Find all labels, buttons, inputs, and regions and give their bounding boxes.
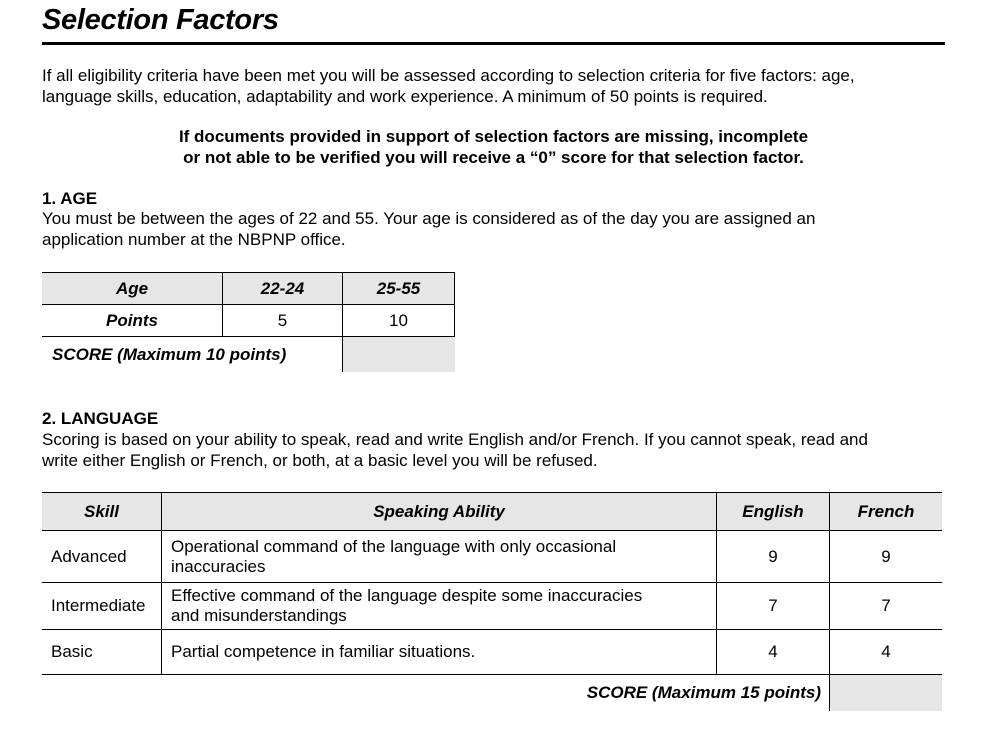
age-line-1: You must be between the ages of 22 and 55. Your age is considered as of the day you are assigned an <box>42 209 816 228</box>
page-title: Selection Factors <box>42 4 279 36</box>
ability-cell <box>162 583 717 630</box>
language-line-2: write either English or French, or both, at a basic level you will be refused. <box>42 451 598 470</box>
french-points: 4 <box>830 630 943 675</box>
intro-paragraph <box>42 65 855 107</box>
title-divider <box>42 42 945 45</box>
age-description <box>42 208 815 250</box>
english-points: 7 <box>717 583 830 630</box>
english-points: 4 <box>717 630 830 675</box>
language-line-1: Scoring is based on your ability to speak, read and write English and/or French. If you cannot speak, read and <box>42 430 868 449</box>
language-scoring-table <box>42 492 942 711</box>
ability-text-line: Operational command of the language with only occasional <box>171 536 617 556</box>
table-row <box>42 531 942 583</box>
ability-header: Speaking Ability <box>162 493 717 531</box>
points-22-24: 5 <box>223 305 343 337</box>
skill-cell: Advanced <box>42 531 162 583</box>
intro-line-2: language skills, education, adaptability and work experience. A minimum of 50 points is required. <box>42 87 768 106</box>
age-line-2: application number at the NBPNP office. <box>42 230 346 249</box>
ability-text-line: inaccuracies <box>171 556 266 576</box>
skill-header: Skill <box>42 493 162 531</box>
ability-cell: Partial competence in familiar situations. <box>162 630 717 675</box>
age-score-box[interactable] <box>343 337 455 373</box>
ability-text-line: and misunderstandings <box>171 606 347 625</box>
french-header: French <box>830 493 943 531</box>
language-score-box[interactable] <box>830 675 943 712</box>
age-col-22-24: 22-24 <box>223 273 343 305</box>
english-points: 9 <box>717 531 830 583</box>
points-25-55: 10 <box>343 305 455 337</box>
age-header-label: Age <box>42 273 223 305</box>
ability-text-line: Effective command of the language despite some inaccuracies <box>171 586 643 605</box>
language-description <box>42 429 868 471</box>
skill-cell: Basic <box>42 630 162 675</box>
french-points: 9 <box>830 531 943 583</box>
notice-line-2: or not able to be verified you will receive a “0” score for that selection factor. <box>183 148 804 167</box>
skill-cell: Intermediate <box>42 583 162 630</box>
intro-line-1: If all eligibility criteria have been met you will be assessed according to selection criteria for five factors: age, <box>42 66 855 85</box>
age-col-25-55: 25-55 <box>343 273 455 305</box>
language-score-label: SCORE (Maximum 15 points) <box>42 675 830 712</box>
english-header: English <box>717 493 830 531</box>
missing-documents-notice <box>42 126 945 168</box>
table-row <box>42 583 942 630</box>
ability-cell <box>162 531 717 583</box>
age-points-table <box>42 272 455 372</box>
table-row <box>42 630 942 675</box>
points-row-label: Points <box>42 305 223 337</box>
notice-line-1: If documents provided in support of selection factors are missing, incomplete <box>178 127 809 146</box>
age-score-label: SCORE (Maximum 10 points) <box>42 337 343 373</box>
language-heading: 2. LANGUAGE <box>42 409 159 428</box>
french-points: 7 <box>830 583 943 630</box>
age-heading: 1. AGE <box>42 189 98 208</box>
